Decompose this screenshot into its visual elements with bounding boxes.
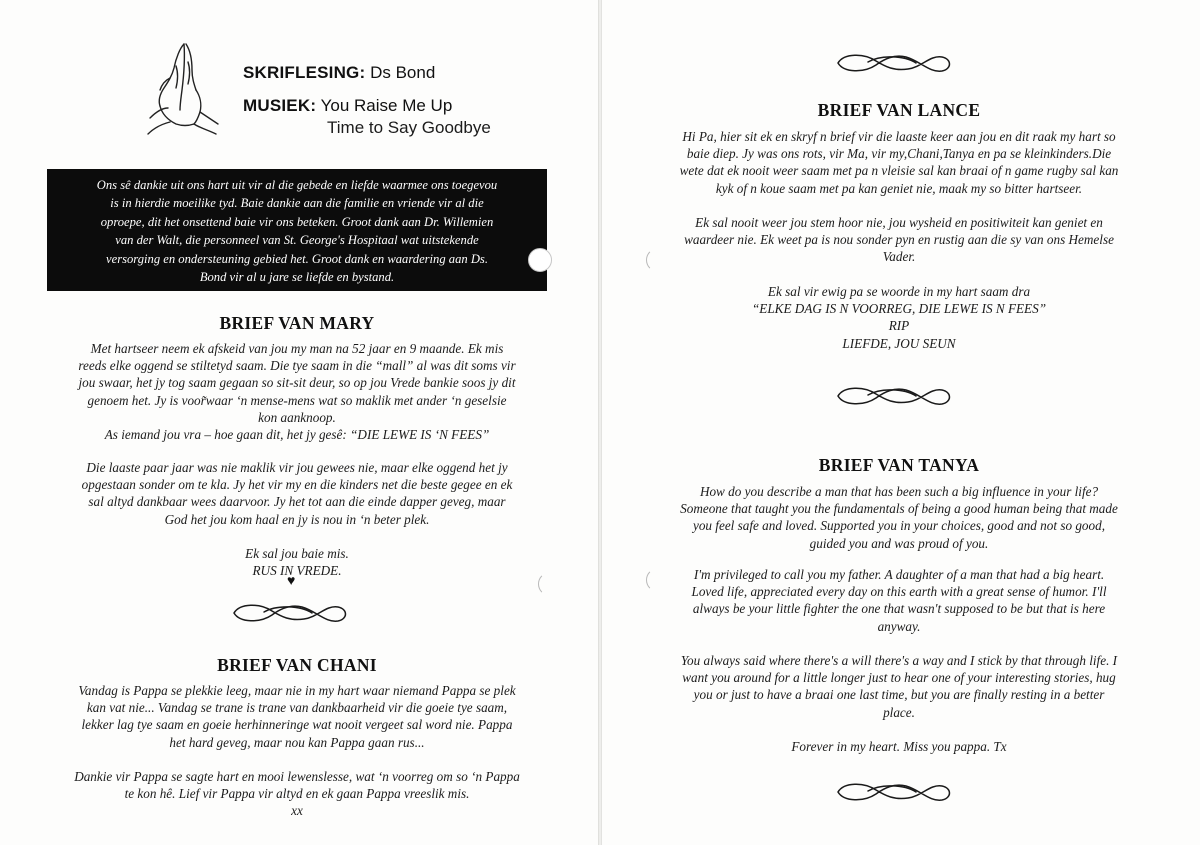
text-line: reeds elke oggend se stiltetyd saam. Die tye saam in die “mall” al was dit soms vir bbox=[78, 358, 516, 374]
thanks-line: Ons sê dankie uit ons hart uit vir al die gebede en liefde waarmee ons toegevou bbox=[96, 178, 498, 192]
mary-paragraph-3 bbox=[0, 545, 594, 579]
text-line: jou swaar, het jy tog saam gegaan so sit-sit deur, so op jou Vrede bankie soos jy dit bbox=[78, 375, 516, 391]
text-line: Die laaste paar jaar was nie maklik vir jou gewees nie, maar elke oggend het jy bbox=[86, 460, 508, 475]
scripture-label: SKRIFLESING: bbox=[243, 63, 366, 82]
text-line: always be your little fighter the one that wasn't supposed to be but that is here bbox=[692, 601, 1106, 617]
text-line: you feel safe and loved. Supported you in your choices, good and not so good, bbox=[692, 518, 1106, 534]
text-line: xx bbox=[291, 803, 303, 819]
tanya-paragraph-2 bbox=[602, 566, 1196, 635]
text-line: Ek sal jou baie mis. bbox=[245, 546, 349, 561]
text-line: Vader. bbox=[882, 249, 916, 265]
text-line: waardeer nie. Ek weet pa is nou sonder pyn en rustig aan die sy van ons Hemelse bbox=[684, 232, 1114, 248]
flourish-divider-icon bbox=[834, 49, 954, 77]
text-line: Met hartseer neem ek afskeid van jou my man na 52 jaar en 9 maande. Ek mis bbox=[90, 341, 504, 356]
thanks-line: is in hierdie moeilike tyd. Baie dankie aan die familie en vriende vir al die bbox=[110, 196, 484, 211]
tanya-title: BRIEF VAN TANYA bbox=[818, 455, 980, 475]
text-line: LIEFDE, JOU SEUN bbox=[842, 335, 956, 351]
text-line: kan vat nie... Vandag se trane is trane van dankbaarheid vir die goeie tye saam, bbox=[86, 700, 508, 716]
text-line: genoem het. Jy is voor̃waar ‘n mense-mens wat so maklik met ander ‘n geselsie bbox=[87, 392, 507, 408]
mary-title: BRIEF VAN MARY bbox=[219, 313, 375, 333]
mary-paragraph-1 bbox=[0, 340, 594, 443]
thanks-line: van der Walt, die personneel van St. George's Hospitaal wat uitstekende bbox=[115, 233, 479, 248]
mary-paragraph-2 bbox=[0, 459, 594, 528]
chani-paragraph-1 bbox=[0, 682, 594, 751]
thanks-line: versorging en ondersteuning gebied het. Groot dank en waardering aan Ds. bbox=[106, 251, 488, 266]
text-line: Ek sal nooit weer jou stem hoor nie, jou wysheid en positiwiteit kan geniet en bbox=[695, 215, 1103, 230]
text-line: you or just to have a braai one last time, but you are finally resting in a better bbox=[693, 687, 1105, 703]
tanya-paragraph-3 bbox=[602, 652, 1196, 721]
text-line: Ek sal vir ewig pa se woorde in my hart saam dra bbox=[767, 284, 1031, 299]
text-line: want you around for a little longer just to hear one of your interesting stories, hug bbox=[682, 670, 1116, 686]
text-line: Loved life, appreciated every day on this earth with a great sense of humor. I'll bbox=[691, 584, 1107, 600]
scripture-line bbox=[243, 63, 435, 83]
chani-paragraph-2 bbox=[0, 768, 594, 820]
text-line: het hard geveg, maar nou kan Pappa gaan rus... bbox=[169, 734, 425, 750]
text-line: opgestaan sonder om te kla. Jy het vir my en die kinders net die beste gegee en ek bbox=[81, 477, 513, 493]
flourish-divider-icon bbox=[834, 778, 954, 806]
lance-paragraph-2 bbox=[602, 214, 1196, 266]
text-line: anyway. bbox=[877, 618, 921, 634]
music-line bbox=[243, 96, 452, 116]
text-line: baie diep. Jy was ons rots, vir Ma, vir my,Chani,Tanya en pa se kleinkinders.Die bbox=[686, 146, 1112, 162]
text-line: kyk of n koue saam met pa kan geniet nie, maak my so bitter hartseer. bbox=[715, 180, 1083, 196]
text-line: lekker lag tye saam en goeie herhinneringe wat nooit vergeet sal word nie. Pappa bbox=[81, 717, 513, 733]
text-line: Hi Pa, hier sit ek en skryf n brief vir die laaste keer aan jou en dit raak my hart so bbox=[682, 129, 1116, 144]
text-line: place. bbox=[883, 704, 915, 720]
text-line: Forever in my heart. Miss you pappa. Tx bbox=[791, 739, 1007, 754]
praying-hands-icon bbox=[140, 38, 226, 138]
scripture-value: Ds Bond bbox=[370, 63, 436, 82]
lance-paragraph-3 bbox=[602, 283, 1196, 352]
text-line: kon aanknoop. bbox=[258, 409, 336, 425]
text-line: I'm privileged to call you my father. A daughter of a man that had a big heart. bbox=[693, 567, 1105, 582]
lance-paragraph-1 bbox=[602, 128, 1196, 197]
text-line: RIP bbox=[888, 318, 910, 334]
heart-icon: ♥ bbox=[287, 574, 296, 589]
music-label: MUSIEK: bbox=[243, 96, 317, 115]
text-line: As iemand jou vra – hoe gaan dit, het jy gesê: “DIE LEWE IS ‘N FEES” bbox=[104, 427, 490, 443]
text-line: You always said where there's a will there's a way and I stick by that through life. I bbox=[680, 653, 1118, 668]
music-value-1: You Raise Me Up bbox=[320, 96, 453, 115]
thanks-line: oproepe, dit het onsettend baie vir ons beteken. Groot dank aan Dr. Willemien bbox=[100, 214, 494, 229]
thanks-box bbox=[47, 169, 547, 291]
thanks-line: Bond vir al u jare se liefde en bystand. bbox=[199, 270, 395, 285]
music-value-2: Time to Say Goodbye bbox=[327, 118, 491, 137]
text-line: Someone that taught you the fundamentals of being a good human being that made bbox=[680, 501, 1118, 517]
chani-title: BRIEF VAN CHANI bbox=[217, 655, 377, 675]
text-line: God het jou kom haal en jy is nou in ‘n beter plek. bbox=[164, 511, 430, 527]
text-line: sal altyd dankbaar wees daarvoor. Jy het tot aan die einde dapper geveg, maar bbox=[88, 494, 506, 510]
text-line: “ELKE DAG IS N VOORREG, DIE LEWE IS N FEES” bbox=[751, 301, 1047, 317]
tanya-paragraph-4 bbox=[602, 738, 1196, 755]
punch-hole bbox=[646, 248, 670, 272]
flourish-divider-icon bbox=[834, 382, 954, 410]
text-line: Vandag is Pappa se plekkie leeg, maar nie in my hart waar niemand Pappa se plek bbox=[78, 683, 516, 698]
punch-hole bbox=[528, 248, 552, 272]
text-line: te kon hê. Lief vir Pappa vir altyd en ek gaan Pappa vreeslik mis. bbox=[124, 786, 470, 802]
text-line: guided you and was proud of you. bbox=[809, 535, 989, 551]
lance-title: BRIEF VAN LANCE bbox=[817, 100, 981, 120]
text-line: RUS IN VREDE. bbox=[252, 563, 342, 579]
text-line: How do you describe a man that has been such a big influence in your life? bbox=[699, 484, 1099, 499]
tanya-paragraph-1 bbox=[602, 483, 1196, 552]
flourish-divider-icon bbox=[230, 599, 350, 627]
right-page bbox=[602, 0, 1200, 845]
left-page bbox=[0, 0, 598, 845]
text-line: Dankie vir Pappa se sagte hart en mooi lewenslesse, wat ‘n voorreg om so ‘n Pappa bbox=[74, 769, 520, 784]
text-line: wete dat ek nooit weer saam met pa n vleisie sal kan braai of n game rugby sal kan bbox=[679, 163, 1119, 179]
